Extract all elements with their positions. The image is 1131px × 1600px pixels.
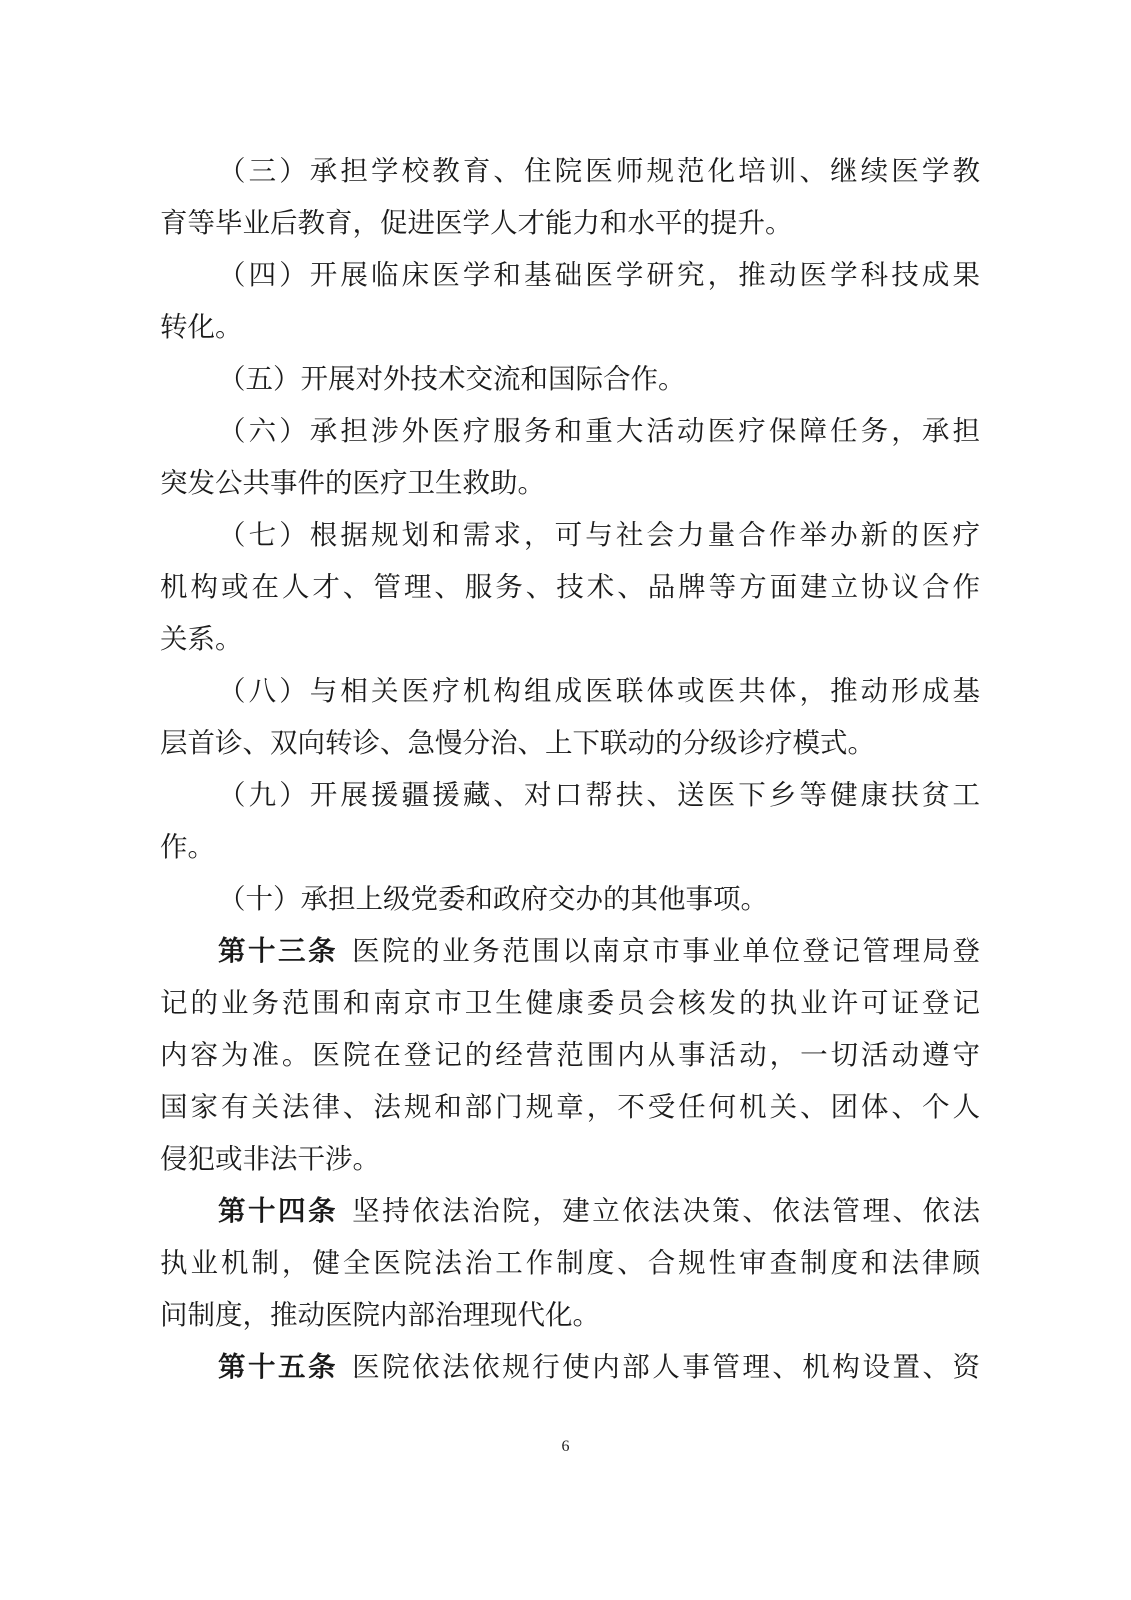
text-line: （七）根据规划和需求，可与社会力量合作举办新的医疗	[218, 519, 980, 551]
text-line: （八）与相关医疗机构组成医联体或医共体，推动形成基	[218, 675, 980, 707]
text-line: 执业机制，健全医院法治工作制度、合规性审查制度和法律顾	[160, 1247, 980, 1279]
article-label: 第十四条	[218, 1195, 339, 1227]
text-line: 转化。	[160, 311, 243, 343]
text-line: （五）开展对外技术交流和国际合作。	[218, 363, 686, 395]
text-line: （十）承担上级党委和政府交办的其他事项。	[218, 883, 768, 915]
article-label: 第十五条	[218, 1351, 339, 1383]
article-heading-line: 第十四条 坚持依法治院，建立依法决策、依法管理、依法	[218, 1195, 980, 1227]
text-line: （三）承担学校教育、住院医师规范化培训、继续医学教	[218, 155, 980, 187]
text-line: 育等毕业后教育，促进医学人才能力和水平的提升。	[160, 207, 793, 239]
article-heading-line: 第十三条 医院的业务范围以南京市事业单位登记管理局登	[218, 935, 980, 967]
text-line: 作。	[160, 831, 215, 863]
article-label: 第十三条	[218, 935, 339, 967]
text-line: （四）开展临床医学和基础医学研究，推动医学科技成果	[218, 259, 980, 291]
text-line: 机构或在人才、管理、服务、技术、品牌等方面建立协议合作	[160, 571, 980, 603]
text-line: 问制度，推动医院内部治理现代化。	[160, 1299, 600, 1331]
text-line: 侵犯或非法干涉。	[160, 1143, 380, 1175]
text-line: 突发公共事件的医疗卫生救助。	[160, 467, 545, 499]
text-line: 国家有关法律、法规和部门规章，不受任何机关、团体、个人	[160, 1091, 980, 1123]
text-line: 内容为准。医院在登记的经营范围内从事活动，一切活动遵守	[160, 1039, 980, 1071]
text-line: 关系。	[160, 623, 243, 655]
text-line: （六）承担涉外医疗服务和重大活动医疗保障任务，承担	[218, 415, 980, 447]
text-line: 层首诊、双向转诊、急慢分治、上下联动的分级诊疗模式。	[160, 727, 875, 759]
text-line: （九）开展援疆援藏、对口帮扶、送医下乡等健康扶贫工	[218, 779, 980, 811]
article-heading-line: 第十五条 医院依法依规行使内部人事管理、机构设置、资	[218, 1351, 980, 1383]
text-line: 记的业务范围和南京市卫生健康委员会核发的执业许可证登记	[160, 987, 980, 1019]
page-number: 6	[561, 1438, 570, 1455]
